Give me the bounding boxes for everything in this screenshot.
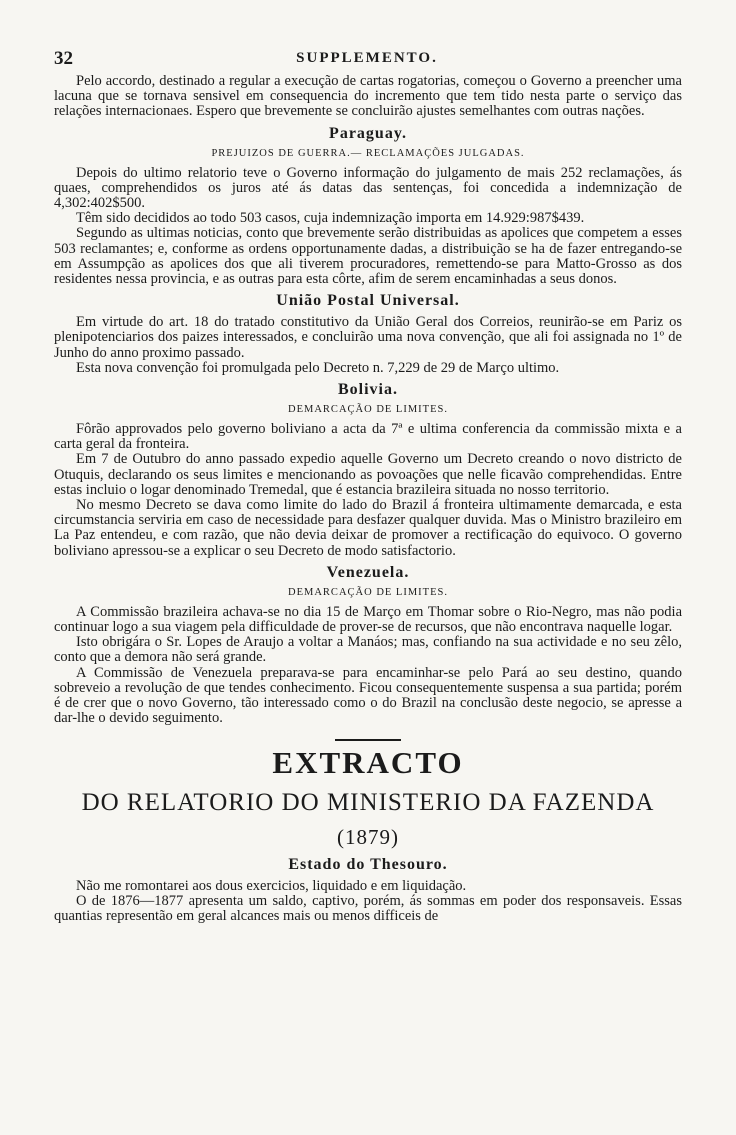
extract-year: (1879)	[337, 824, 399, 849]
treasury-paragraph-2: O de 1876—1877 apresenta um saldo, captivo, porém, ás sommas em poder dos responsaveis. Essas quantias representão em geral alcances mais ou menos difficeis de	[54, 892, 682, 924]
venezuela-paragraph-2: Isto obrigára o Sr. Lopes de Araujo a voltar a Manáos; mas, confiando na sua actividade e no seu zêlo, conto que a demora não será grande.	[54, 634, 682, 666]
page-number: 32	[54, 48, 73, 69]
section-title-treasury: Estado do Thesouro.	[288, 855, 448, 873]
running-header	[54, 48, 680, 70]
bolivia-paragraph-3: No mesmo Decreto se dava como limite do lado do Brazil á fronteira ultimamente demarcada, e esta circumstancia serviria em caso de necessidade para desfazer qualquer duvida. Mas o Ministro brazileiro em La Paz entendeu, e com razão, que não devia deixar de promover a rectificação do equivoco. O governo boliviano apressou-se a explicar o seu Decreto de modo satisfactorio.	[54, 497, 682, 559]
postal-paragraph-2: Esta nova convenção foi promulgada pelo Decreto n. 7,229 de 29 de Março ultimo.	[76, 359, 560, 376]
postal-paragraph-1: Em virtude do art. 18 do tratado constitutivo da União Geral dos Correios, reunirão-se em Pariz os plenipotenciarios dos paizes interessados, e concluirão uma nova convenção, que ali foi assignada no 1º de Junho do anno proximo passado.	[54, 314, 682, 361]
divider-rule	[335, 739, 401, 741]
bolivia-paragraph-2: Em 7 de Outubro do anno passado expedio aquelle Governo um Decreto creando o novo districto de Otuquis, declarando os seus limites e mencionando as povoações que nelle ficavão comprehendidas. Entre estas incluio o logar denominado Tremedal, que é estancia brazileira situada no nosso territorio.	[54, 451, 682, 498]
paraguay-paragraph-2: Têm sido decididos ao todo 503 casos, cuja indemnização importa em 14.929:987$439.	[76, 210, 585, 227]
subsection-title-paraguay: PREJUIZOS DE GUERRA.— RECLAMAÇÕES JULGADAS.	[211, 147, 525, 159]
extract-title: EXTRACTO	[272, 744, 464, 780]
section-title-postal-union: União Postal Universal.	[276, 292, 460, 310]
paraguay-paragraph-1: Depois do ultimo relatorio teve o Governo informação do julgamento de mais 252 reclamações, ás quaes, comprehendidos os juros até ás datas das sentenças, foi concedida a indemnização de 4,302:402$500.	[54, 164, 682, 212]
running-title: SUPPLEMENTO.	[296, 50, 438, 66]
document-body	[54, 74, 682, 924]
subsection-title-bolivia: DEMARCAÇÃO DE LIMITES.	[288, 404, 448, 416]
extract-subtitle: DO RELATORIO DO MINISTERIO DA FAZENDA	[81, 788, 655, 816]
intro-paragraph: Pelo accordo, destinado a regular a execução de cartas rogatorias, começou o Governo a preencher uma lacuna que se tornava sensivel em consequencia do incremento que tem tido nesta parte o serviço das relações internacionaes. Espero que brevemente se concluirão ajustes semelhantes com outras nações.	[54, 73, 682, 120]
venezuela-paragraph-1: A Commissão brazileira achava-se no dia 15 de Março em Thomar sobre o Rio-Negro, mas não podia continuar logo a sua viagem pela difficuldade de prover-se de recursos, que não encontrava naquelle logar.	[54, 603, 682, 636]
bolivia-paragraph-1: Fôrão approvados pelo governo boliviano a acta da 7ª e ultima conferencia da commissão mixta e a carta geral da fronteira.	[54, 421, 682, 453]
section-title-paraguay: Paraguay.	[329, 124, 407, 142]
paraguay-paragraph-3: Segundo as ultimas noticias, conto que brevemente serão distribuidas as apolices que competem a esses 503 reclamantes; e, conforme as ordens opportunamente dadas, a distribuição se ha de fazer entregando-se em Assumpção as apolices dos que ali tiverem procuradores, remettendo-se para Matto-Grosso as dos residentes nessa provincia, e as outras para esta côrte, afim de serem encaminhadas a seus donos.	[54, 225, 682, 288]
section-title-bolivia: Bolivia.	[337, 381, 398, 399]
section-title-venezuela: Venezuela.	[326, 563, 410, 581]
venezuela-paragraph-3: A Commissão de Venezuela preparava-se para encaminhar-se pelo Pará ao seu destino, quando sobreveio a revolução de que tendes conhecimento. Ficou consequentemente suspensa a sua partida; porém é de crer que o novo Governo, tão interessado como o do Brazil na conclusão deste negocio, se apresse a dar-lhe o devido seguimento.	[54, 664, 682, 727]
subsection-title-venezuela: DEMARCAÇÃO DE LIMITES.	[288, 586, 448, 598]
treasury-paragraph-1: Não me romontarei aos dous exercicios, liquidado e em liquidação.	[76, 877, 467, 894]
